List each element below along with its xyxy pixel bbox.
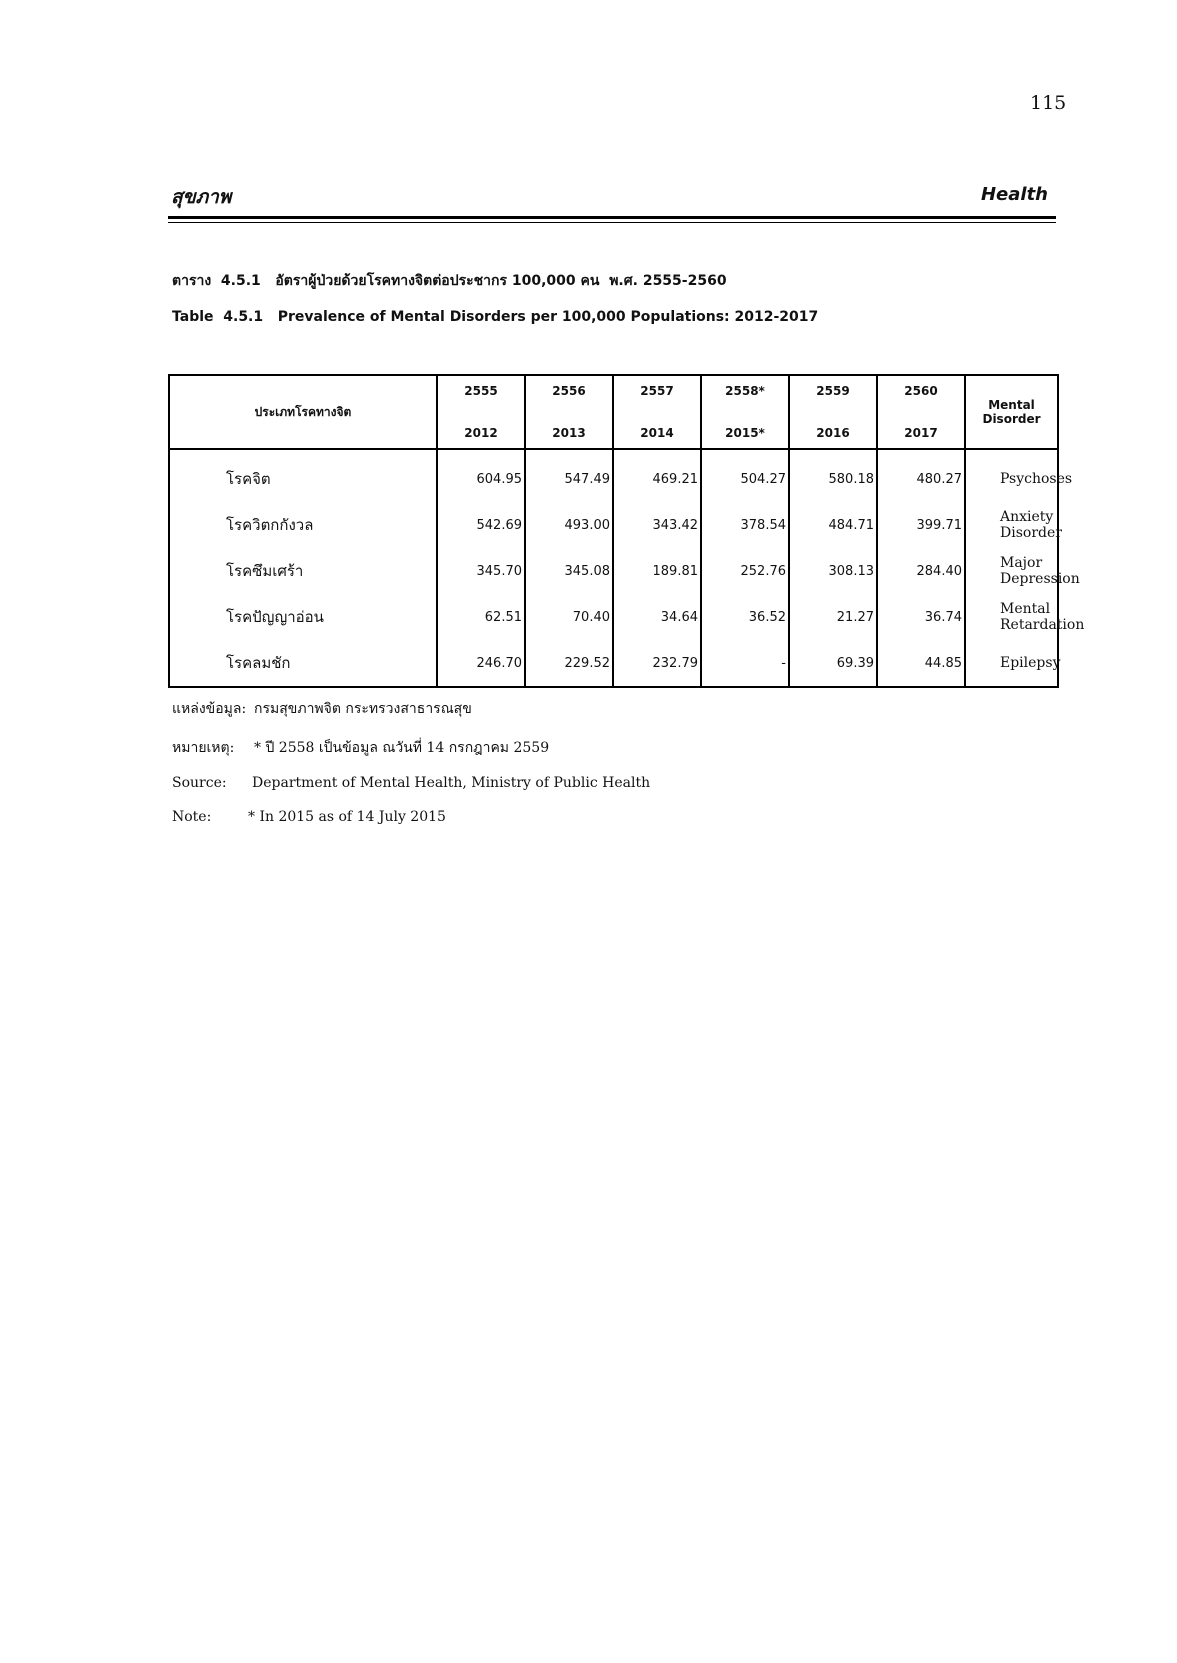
- cell-value: 44.85: [877, 640, 965, 687]
- source-text-thai: กรมสุขภาพจิต กระทรวงสาธารณสุข: [254, 701, 472, 717]
- source-text-english: Department of Mental Health, Ministry of Public Health: [252, 775, 651, 791]
- header-disorder-english: Mental Disorder: [965, 375, 1058, 449]
- header-year: 2557 2014: [613, 375, 701, 449]
- cell-value: 246.70: [437, 640, 525, 687]
- table-header-row: [169, 375, 1058, 449]
- cell-value: 36.52: [701, 594, 789, 640]
- cell-value: 345.08: [525, 548, 613, 594]
- cell-value: 189.81: [613, 548, 701, 594]
- cell-value: 284.40: [877, 548, 965, 594]
- footnote-thai: [172, 737, 549, 759]
- section-title-thai: สุขภาพ: [171, 186, 232, 208]
- page-number: 115: [1030, 92, 1067, 114]
- row-label-english: Anxiety Disorder: [965, 502, 1058, 548]
- cell-value: 484.71: [789, 502, 877, 548]
- cell-value: 345.70: [437, 548, 525, 594]
- cell-value: 547.49: [525, 449, 613, 502]
- cell-value: 62.51: [437, 594, 525, 640]
- cell-value: 232.79: [613, 640, 701, 687]
- note-label-thai: หมายเหตุ:: [172, 740, 235, 756]
- cell-value: 229.52: [525, 640, 613, 687]
- table-title-english: Table 4.5.1 Prevalence of Mental Disorders per 100,000 Populations: 2012-2017: [172, 309, 819, 325]
- row-label-english: Epilepsy: [965, 640, 1058, 687]
- cell-value: 469.21: [613, 449, 701, 502]
- cell-value: 504.27: [701, 449, 789, 502]
- cell-value: 580.18: [789, 449, 877, 502]
- row-label-english: Major Depression: [965, 548, 1058, 594]
- row-label-thai: โรควิตกกังวล: [169, 502, 437, 548]
- table-row: [169, 449, 1058, 502]
- table-row: [169, 594, 1058, 640]
- header-rule-thick: [168, 216, 1056, 219]
- table-row: [169, 640, 1058, 687]
- header-disorder-type-thai: ประเภทโรคทางจิต: [169, 375, 437, 449]
- source-label-english: Source:: [172, 775, 227, 791]
- cell-value: -: [701, 640, 789, 687]
- table-row: [169, 502, 1058, 548]
- section-title-english: Health: [980, 184, 1048, 205]
- source-label-thai: แหล่งข้อมูล:: [172, 701, 247, 717]
- cell-value: 252.76: [701, 548, 789, 594]
- cell-value: 343.42: [613, 502, 701, 548]
- cell-value: 542.69: [437, 502, 525, 548]
- row-label-thai: โรคปัญญาอ่อน: [169, 594, 437, 640]
- row-label-thai: โรคจิต: [169, 449, 437, 502]
- cell-value: 36.74: [877, 594, 965, 640]
- table-title-thai: ตาราง 4.5.1 อัตราผู้ป่วยด้วยโรคทางจิตต่อประชากร 100,000 คน พ.ศ. 2555-2560: [172, 273, 727, 289]
- section-header: [168, 180, 1056, 210]
- cell-value: 308.13: [789, 548, 877, 594]
- row-label-thai: โรคซึมเศร้า: [169, 548, 437, 594]
- row-label-english: Psychoses: [965, 449, 1058, 502]
- table-row: [169, 548, 1058, 594]
- row-label-thai: โรคลมชัก: [169, 640, 437, 687]
- cell-value: 493.00: [525, 502, 613, 548]
- note-label-english: Note:: [172, 809, 212, 825]
- cell-value: 399.71: [877, 502, 965, 548]
- footnote-english: [172, 809, 446, 825]
- row-label-english: Mental Retardation: [965, 594, 1058, 640]
- cell-value: 69.39: [789, 640, 877, 687]
- source-note-thai: [172, 698, 472, 720]
- mental-disorders-table: [168, 374, 1085, 688]
- cell-value: 604.95: [437, 449, 525, 502]
- header-year: 2560 2017: [877, 375, 965, 449]
- cell-value: 480.27: [877, 449, 965, 502]
- cell-value: 70.40: [525, 594, 613, 640]
- header-year: 2556 2013: [525, 375, 613, 449]
- header-year: 2558* 2015*: [701, 375, 789, 449]
- note-text-thai: * ปี 2558 เป็นข้อมูล ณวันที่ 14 กรกฎาคม 2559: [254, 740, 550, 756]
- header-year: 2555 2012: [437, 375, 525, 449]
- cell-value: 378.54: [701, 502, 789, 548]
- header-rule-thin: [168, 222, 1056, 223]
- source-note-english: [172, 775, 650, 791]
- header-year: 2559 2016: [789, 375, 877, 449]
- cell-value: 21.27: [789, 594, 877, 640]
- cell-value: 34.64: [613, 594, 701, 640]
- note-text-english: * In 2015 as of 14 July 2015: [248, 809, 446, 825]
